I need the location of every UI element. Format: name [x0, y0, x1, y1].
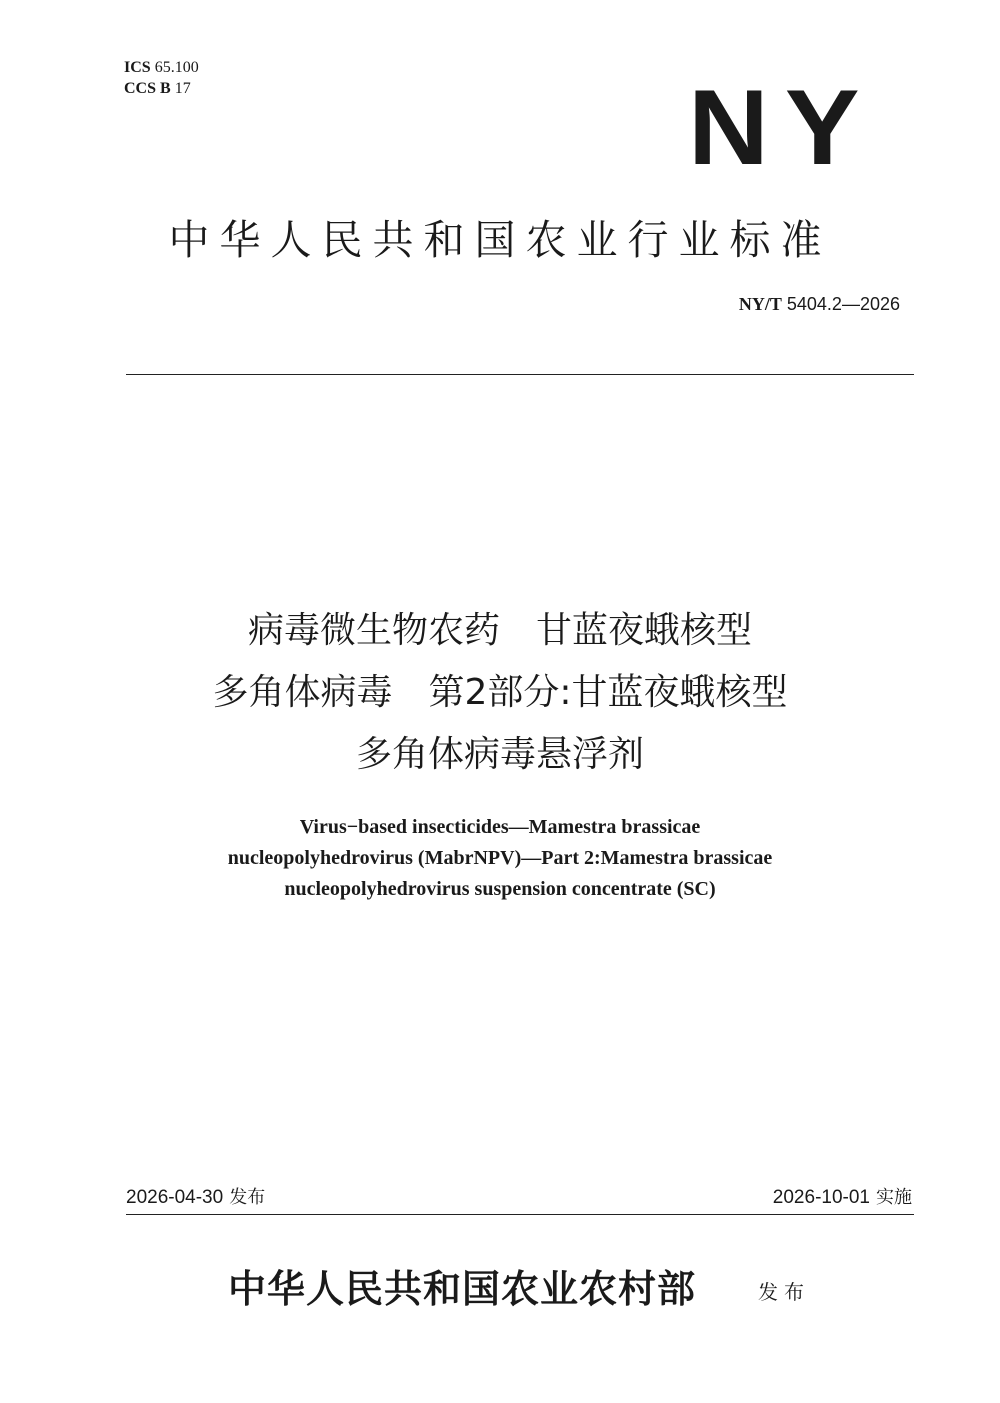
- ics-code: [124, 57, 199, 78]
- chinese-title: [0, 600, 1000, 786]
- standard-number: [739, 294, 900, 315]
- implement-label: 实施: [876, 1187, 912, 1208]
- english-title-line-1: Virus−based insecticides—Mamestra brassicae: [299, 816, 701, 838]
- english-title-line-3: nucleopolyhedrovirus suspension concentrate (SC): [284, 878, 716, 900]
- ics-label: ICS: [124, 59, 151, 76]
- ny-logo: NY: [688, 68, 876, 187]
- chinese-title-line-2: 多角体病毒 第2部分:甘蓝夜蛾核型: [212, 672, 788, 713]
- standard-category-title: 中华人民共和国农业行业标准: [168, 216, 832, 264]
- classification-codes: [124, 57, 199, 99]
- bottom-divider: [126, 1214, 914, 1215]
- implement-date-value: 2026-10-01: [772, 1187, 870, 1208]
- english-title-line-2: nucleopolyhedrovirus (MabrNPV)—Part 2:Mamestra brassicae: [227, 847, 773, 869]
- chinese-title-line-3: 多角体病毒悬浮剂: [355, 734, 644, 775]
- publish-date: [126, 1183, 265, 1209]
- chinese-title-line-1: 病毒微生物农药 甘蓝夜蛾核型: [247, 610, 752, 651]
- ccs-code: [124, 78, 199, 99]
- ics-value: 65.100: [154, 59, 199, 76]
- standard-number-prefix: NY/T: [738, 294, 782, 314]
- issuer-publish-label: 发布: [758, 1280, 810, 1304]
- publish-label: 发布: [229, 1187, 266, 1208]
- standard-number-value: 5404.2—2026: [786, 294, 900, 314]
- issuing-authority: 中华人民共和国农业农村部: [228, 1266, 697, 1311]
- implement-date: [773, 1183, 912, 1209]
- ccs-label: CCS B: [124, 80, 171, 97]
- top-divider: [126, 374, 914, 375]
- english-title: [0, 812, 1000, 905]
- ccs-value: 17: [174, 80, 191, 97]
- publish-date-value: 2026-04-30: [126, 1187, 224, 1208]
